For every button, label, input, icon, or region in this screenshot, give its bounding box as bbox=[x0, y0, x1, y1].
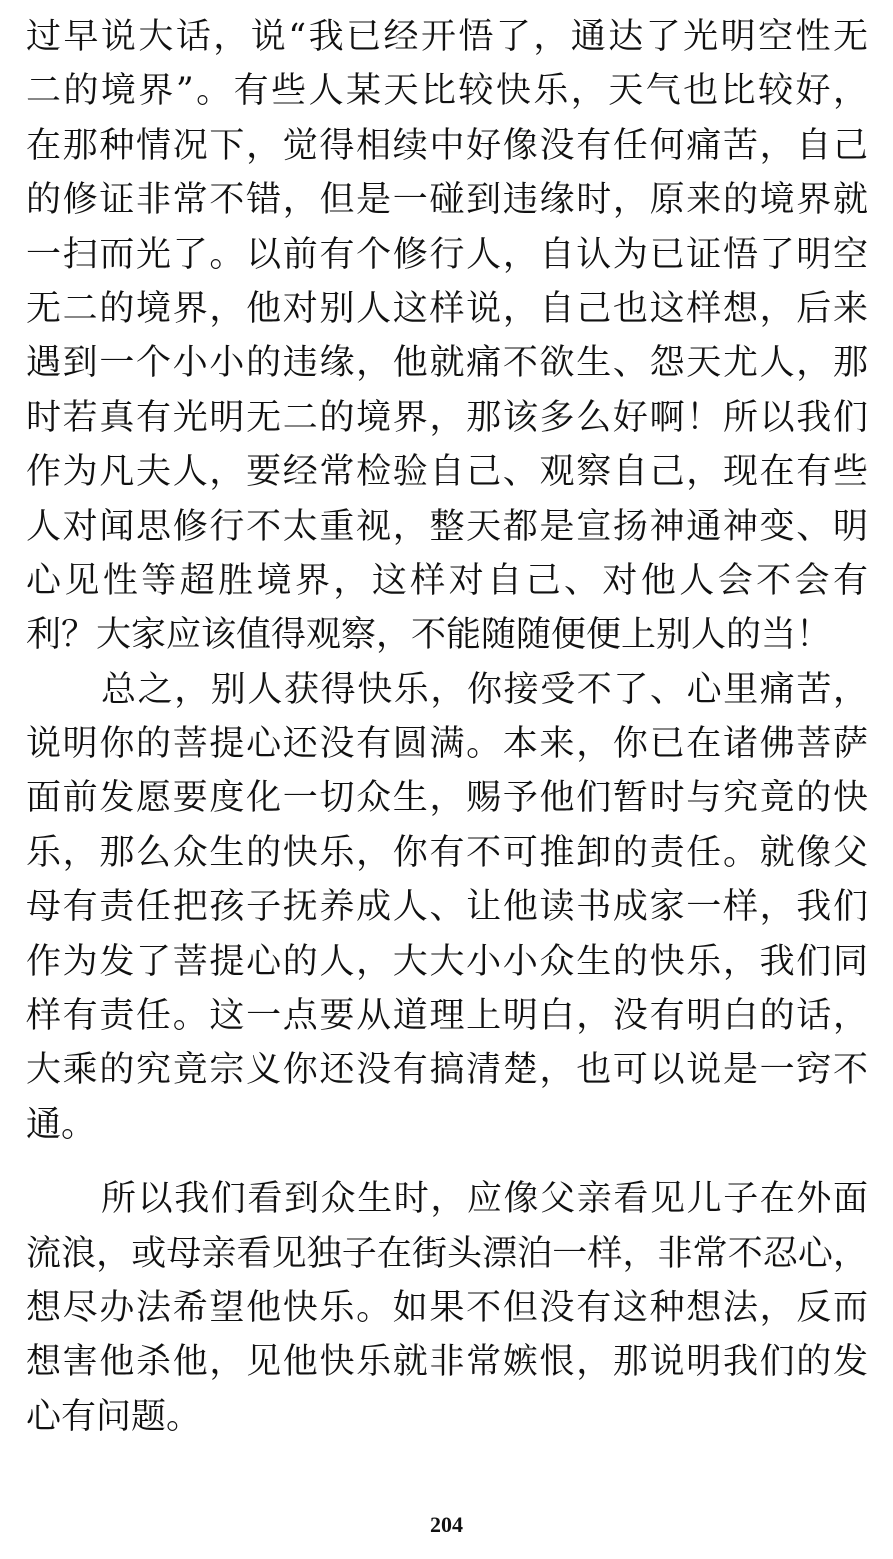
text-line: 心有问题。 bbox=[26, 1396, 202, 1437]
paragraph-spacer bbox=[26, 1152, 868, 1172]
text-line: 利？大家应该值得观察，不能随随便便上别人的当！ bbox=[26, 615, 832, 656]
text-line: 作为发了菩提心的人，大大小小众生的快乐，我们同 bbox=[26, 941, 868, 982]
paragraph-3 bbox=[26, 1172, 868, 1444]
text-line: 所以我们看到众生时，应像父亲看见儿子在外面 bbox=[101, 1179, 868, 1220]
body-text bbox=[26, 10, 868, 1444]
text-line: 面前发愿要度化一切众生，赐予他们暂时与究竟的快 bbox=[26, 778, 868, 819]
text-line: 无二的境界，他对别人这样说，自己也这样想，后来 bbox=[26, 288, 868, 329]
text-line: 二的境界”。有些人某天比较快乐，天气也比较好， bbox=[26, 71, 868, 112]
text-line: 心见性等超胜境界，这样对自己、对他人会不会有 bbox=[26, 560, 868, 601]
text-line: 作为凡夫人，要经常检验自己、观察自己，现在有些 bbox=[26, 452, 868, 493]
text-line: 说明你的菩提心还没有圆满。本来，你已在诸佛菩萨 bbox=[26, 724, 868, 765]
text-line: 时若真有光明无二的境界，那该多么好啊！所以我们 bbox=[26, 397, 868, 438]
text-line: 想尽办法希望他快乐。如果不但没有这种想法，反而 bbox=[26, 1287, 868, 1328]
text-line: 大乘的究竟宗义你还没有搞清楚，也可以说是一窍不 bbox=[26, 1050, 868, 1091]
text-line: 遇到一个小小的违缘，他就痛不欲生、怨天尤人，那 bbox=[26, 343, 868, 384]
page-number: 204 bbox=[430, 1512, 463, 1537]
text-line: 在那种情况下，觉得相续中好像没有任何痛苦，自己 bbox=[26, 125, 868, 166]
text-line: 母有责任把孩子抚养成人、让他读书成家一样，我们 bbox=[26, 887, 868, 928]
text-line: 通。 bbox=[26, 1104, 97, 1145]
text-line: 一扫而光了。以前有个修行人，自认为已证悟了明空 bbox=[26, 234, 868, 275]
text-line: 想害他杀他，见他快乐就非常嫉恨，那说明我们的发 bbox=[26, 1342, 868, 1383]
text-line: 样有责任。这一点要从道理上明白，没有明白的话， bbox=[26, 996, 868, 1037]
text-line: 的修证非常不错，但是一碰到违缘时，原来的境界就 bbox=[26, 180, 868, 221]
text-line: 流浪，或母亲看见独子在街头漂泊一样，非常不忍心， bbox=[26, 1233, 868, 1274]
text-line: 总之，别人获得快乐，你接受不了、心里痛苦， bbox=[101, 669, 868, 710]
paragraph-1 bbox=[26, 10, 868, 663]
text-line: 人对闻思修行不太重视，整天都是宣扬神通神变、明 bbox=[26, 506, 868, 547]
text-line: 乐，那么众生的快乐，你有不可推卸的责任。就像父 bbox=[26, 832, 868, 873]
text-line: 过早说大话，说“我已经开悟了，通达了光明空性无 bbox=[26, 17, 868, 57]
paragraph-2 bbox=[26, 663, 868, 1153]
